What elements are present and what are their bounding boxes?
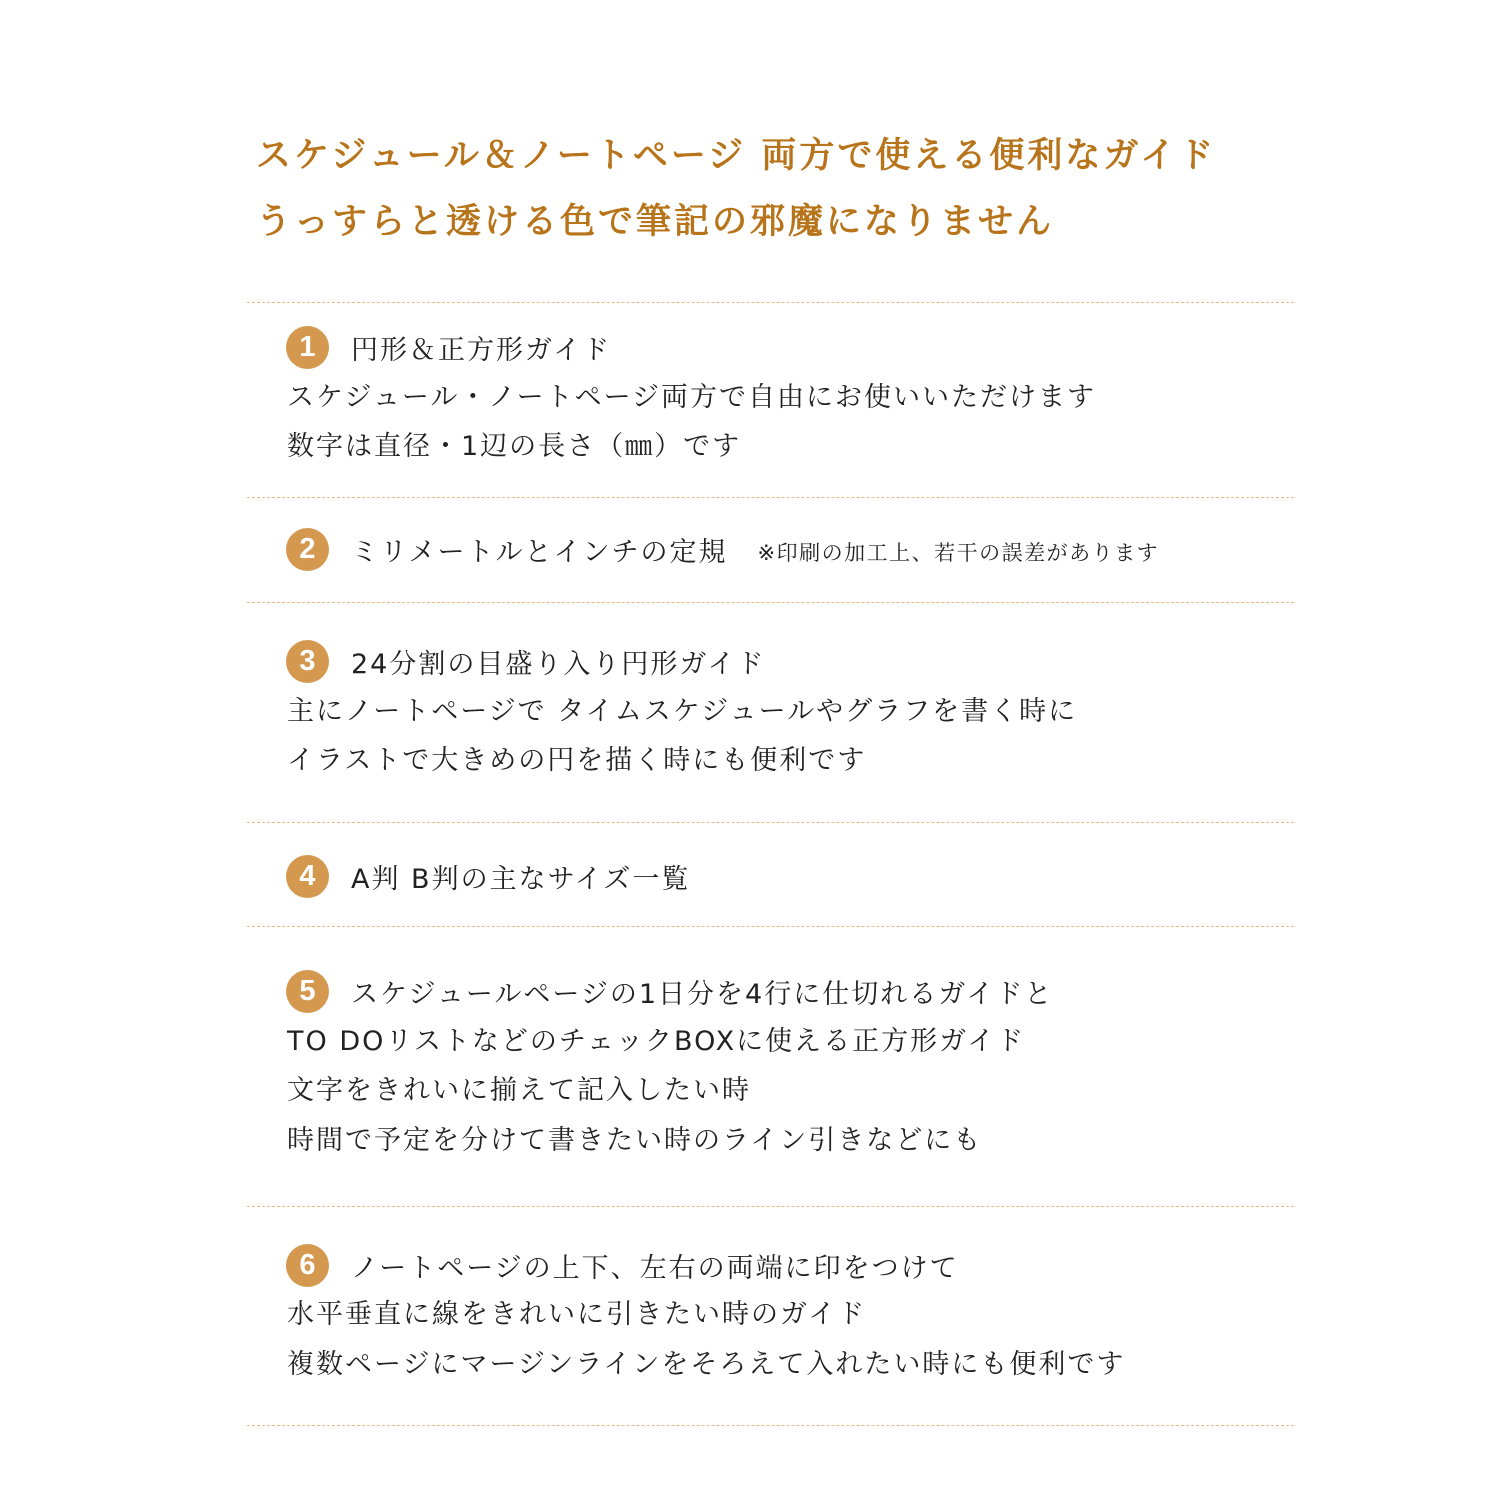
number-badge-1: 1 xyxy=(286,326,329,369)
item-2-note: ※印刷の加工上、若干の誤差があります xyxy=(757,541,1160,565)
number-badge-3: 3 xyxy=(286,640,329,683)
divider xyxy=(247,1206,1294,1207)
number-badge-6: 6 xyxy=(286,1244,329,1287)
divider xyxy=(247,822,1294,823)
item-2-title: ミリメートルとインチの定規 xyxy=(351,537,728,568)
item-3-heading xyxy=(286,645,766,680)
item-5-body-line-2: 文字をきれいに揃えて記入したい時 xyxy=(287,1075,751,1106)
item-2-heading xyxy=(286,533,1160,568)
item-5-body-line-1: TO DOリストなどのチェックBOXに使える正方形ガイド xyxy=(287,1026,1026,1057)
divider xyxy=(247,1425,1294,1426)
item-5-heading xyxy=(286,975,1054,1010)
number-badge-5: 5 xyxy=(286,970,329,1013)
item-3-body-line-1: 主にノートページで タイムスケジュールやグラフを書く時に xyxy=(287,696,1078,727)
divider xyxy=(247,497,1294,498)
headline-line-2: うっすらと透ける色で筆記の邪魔になりません xyxy=(256,202,1055,242)
item-1-title: 円形＆正方形ガイド xyxy=(351,335,612,366)
item-6-body-line-1: 水平垂直に線をきれいに引きたい時のガイド xyxy=(287,1299,867,1330)
headline-line-1: スケジュール＆ノートページ 両方で使える便利なガイド xyxy=(256,136,1217,176)
number-badge-2: 2 xyxy=(286,528,329,571)
divider xyxy=(247,602,1294,603)
item-6-heading xyxy=(286,1249,959,1284)
item-5-title: スケジュールページの1日分を4行に仕切れるガイドと xyxy=(351,979,1054,1010)
divider xyxy=(247,926,1294,927)
divider xyxy=(247,302,1294,303)
item-4-heading xyxy=(286,860,691,895)
item-4-title: A判 B判の主なサイズ一覧 xyxy=(351,864,691,895)
item-3-title: 24分割の目盛り入り円形ガイド xyxy=(351,649,766,680)
item-1-body-line-1: スケジュール・ノートページ両方で自由にお使いいただけます xyxy=(287,382,1097,413)
number-badge-4: 4 xyxy=(286,855,329,898)
item-6-title: ノートページの上下、左右の両端に印をつけて xyxy=(351,1253,959,1284)
item-5-body-line-3: 時間で予定を分けて書きたい時のライン引きなどにも xyxy=(287,1125,983,1156)
item-1-heading xyxy=(286,331,612,366)
item-6-body-line-2: 複数ページにマージンラインをそろえて入れたい時にも便利です xyxy=(287,1349,1126,1380)
item-1-body-line-2: 数字は直径・1辺の長さ（㎜）です xyxy=(287,431,742,462)
item-3-body-line-2: イラストで大きめの円を描く時にも便利です xyxy=(287,745,867,776)
